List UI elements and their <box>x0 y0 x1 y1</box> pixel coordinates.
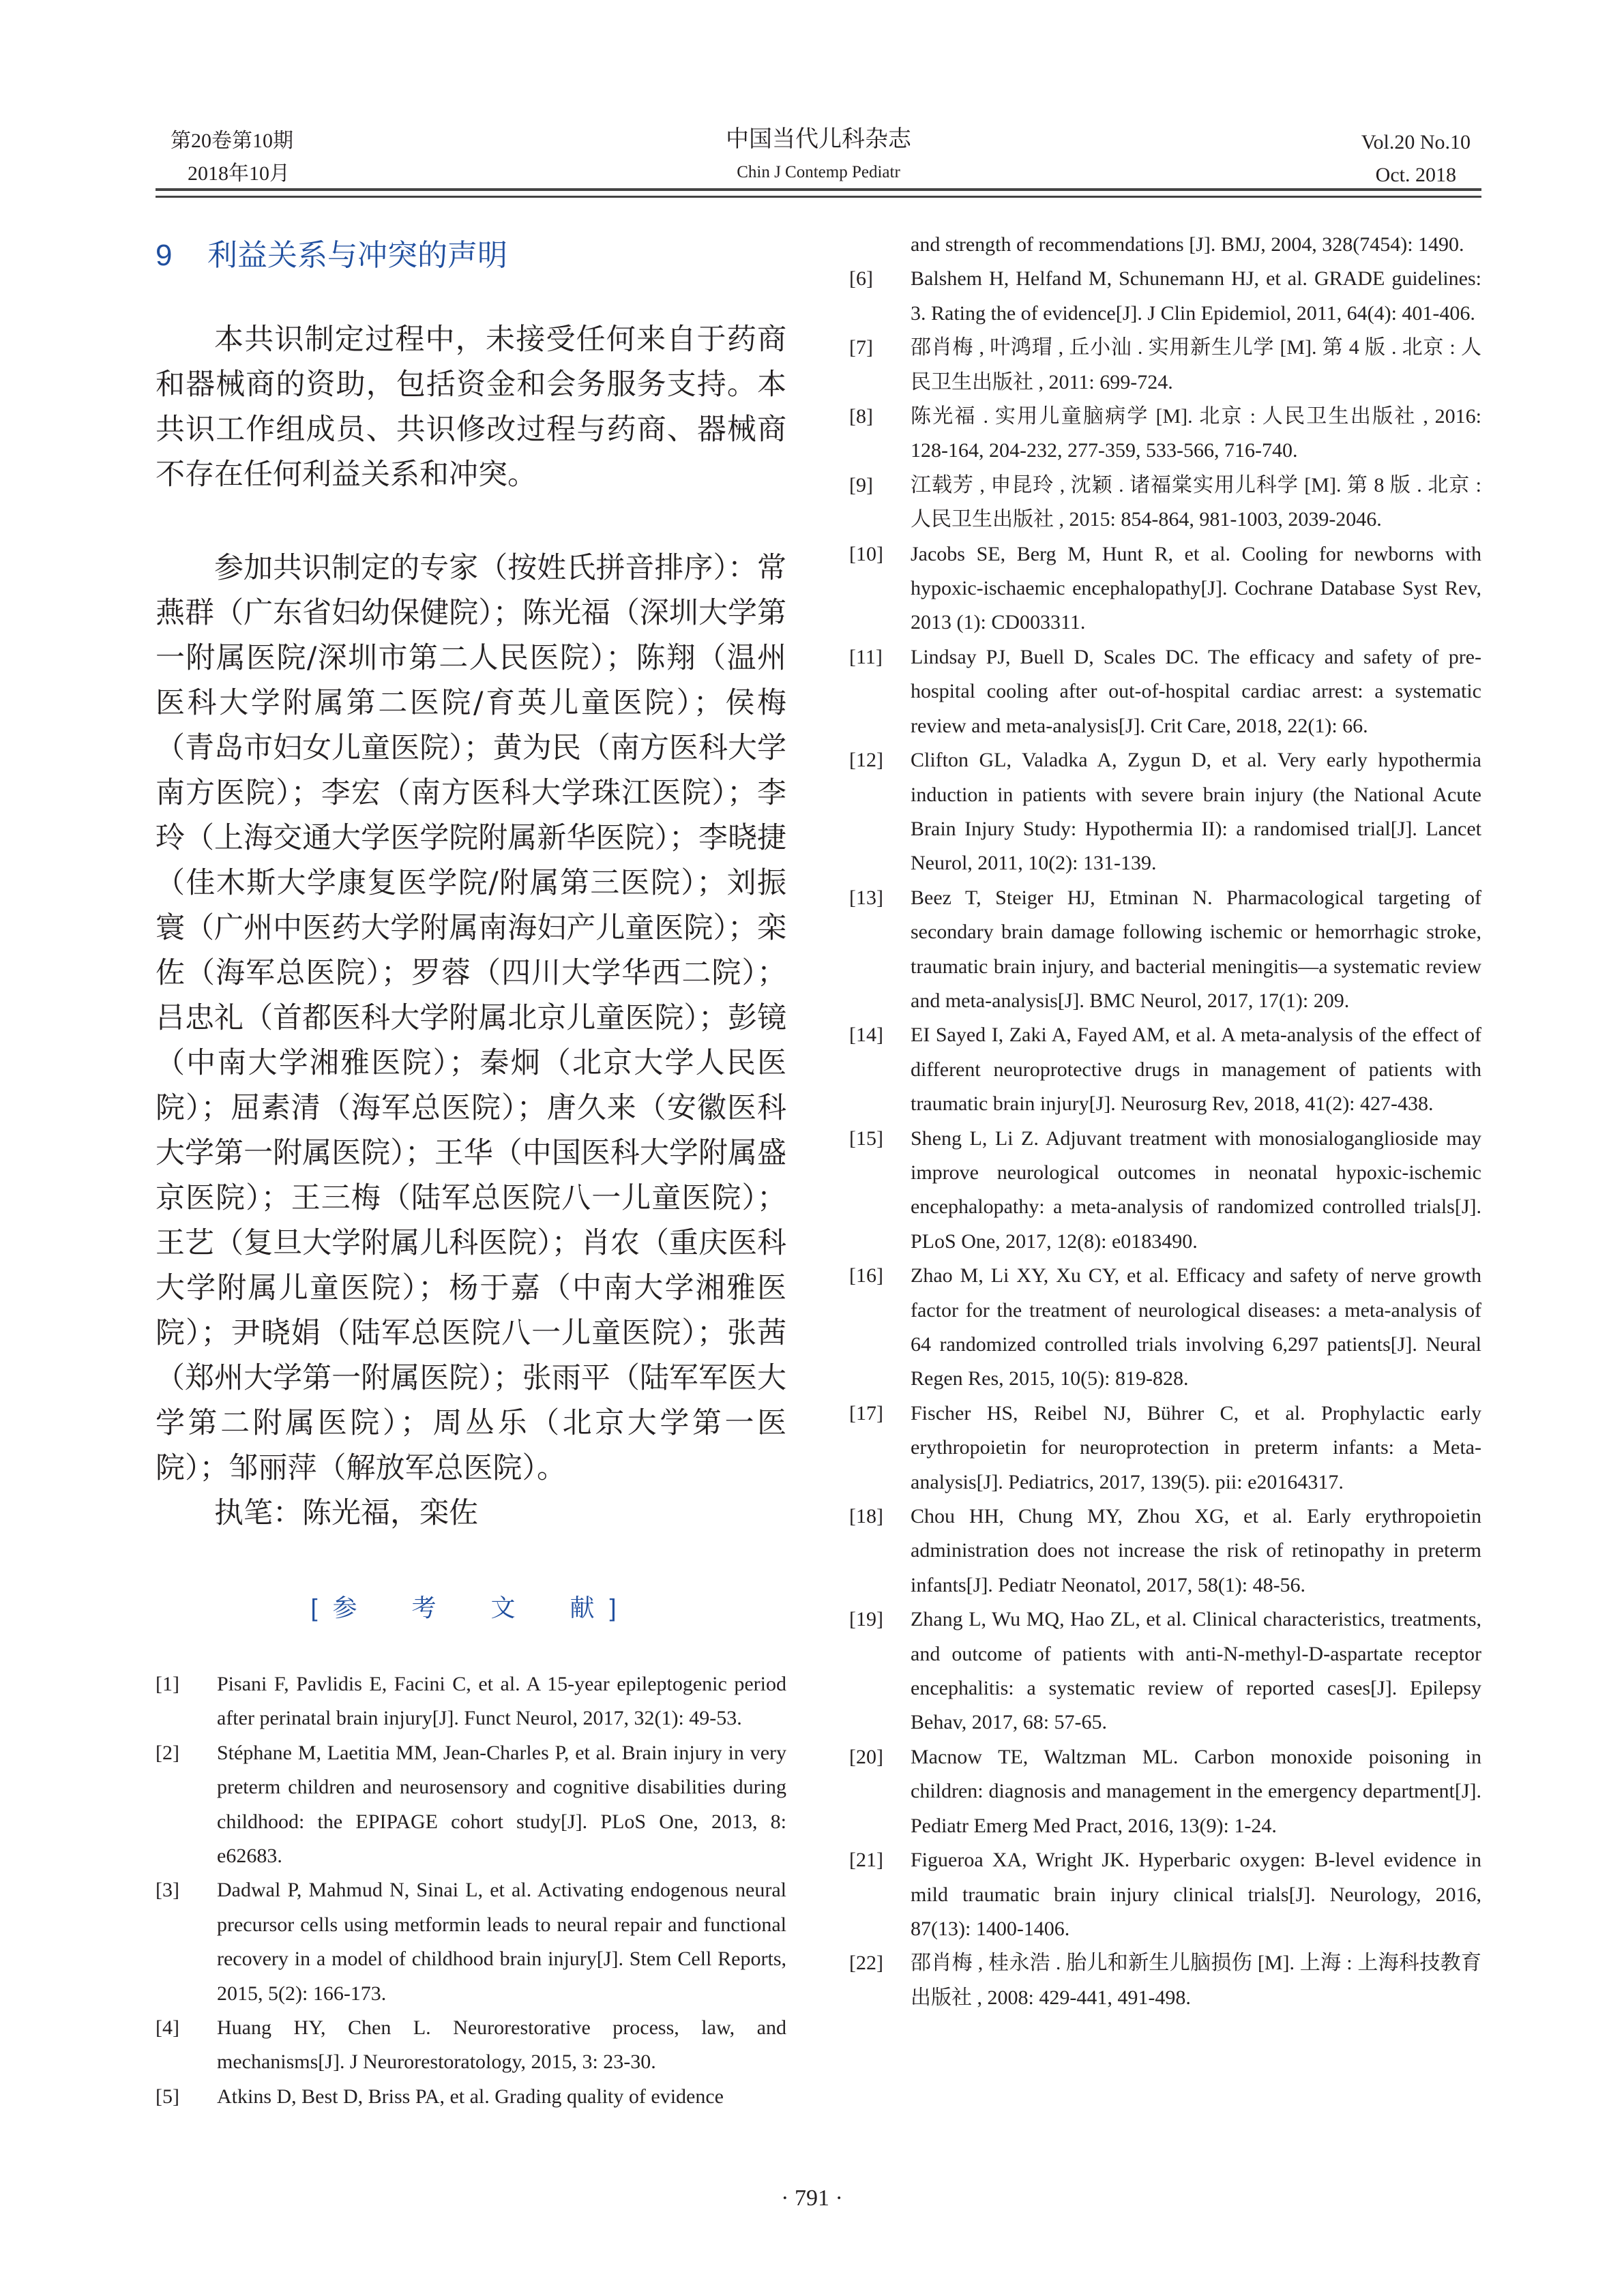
conflict-statement <box>156 317 786 497</box>
reference-item <box>849 743 1481 881</box>
reference-item <box>849 1946 1481 2015</box>
reference-number: [5] <box>156 2085 179 2108</box>
reference-text: 邵肖梅 , 叶鸿瑁 , 丘小汕 . 实用新生儿学 [M]. 第 4 版 . 北京 : 人民卫生出版社 , 2011: 699-724. <box>911 336 1481 393</box>
page-number: · 791 · <box>781 2186 843 2211</box>
experts-list <box>156 546 786 1536</box>
reference-item <box>849 1122 1481 1259</box>
reference-item <box>849 1259 1481 1397</box>
reference-number: [8] <box>849 405 873 428</box>
reference-text: 陈光福 . 实用儿童脑病学 [M]. 北京 : 人民卫生出版社 , 2016: 128-164, 204-232, 277-359, 533-566, 716-740. <box>911 405 1481 462</box>
reference-item <box>849 1740 1481 1843</box>
reference-text: EI Sayed I, Zaki A, Fayed AM, et al. A meta-analysis of the effect of different neuroprotective drugs in management of patients with traumatic brain injury[J]. Neurosurg Rev, 2018, 41(2): 427-438. <box>911 1024 1481 1116</box>
reference-number: [12] <box>849 749 883 772</box>
reference-item <box>849 1500 1481 1602</box>
reference-text: Huang HY, Chen L. Neurorestorative process, law, and mechanisms[J]. J Neurorestoratology, 2015, 3: 23-30. <box>217 2016 786 2074</box>
reference-item <box>156 2011 786 2080</box>
reference-number: [22] <box>849 1952 883 1975</box>
reference-text: 邵肖梅 , 桂永浩 . 胎儿和新生儿脑损伤 [M]. 上海 : 上海科技教育出版社 , 2008: 429-441, 491-498. <box>911 1952 1481 2009</box>
journal-title-en: Chin J Contemp Pediatr <box>737 163 900 181</box>
section-number: 9 <box>156 239 173 272</box>
reference-number: [4] <box>156 2016 179 2040</box>
reference-item <box>849 537 1481 640</box>
reference-number: [3] <box>156 1879 179 1902</box>
volume-issue-cn: 第20卷第10期 <box>171 130 293 152</box>
date-cn: 2018年10月 <box>188 162 290 185</box>
reference-item <box>849 1018 1481 1121</box>
reference-text: Balshem H, Helfand M, Schunemann HJ, et al. GRADE guidelines: 3. Rating the of evidence[J]. J Clin Epidemiol, 2011, 64(4): 401-406. <box>911 267 1481 325</box>
reference-number: [2] <box>156 1741 179 1764</box>
reference-item <box>849 262 1481 331</box>
writers-line: 执笔：陈光福，栾佐 <box>214 1496 478 1530</box>
reference-item <box>849 1397 1481 1500</box>
reference-number: [16] <box>849 1264 883 1287</box>
reference-text: Lindsay PJ, Buell D, Scales DC. The efficacy and safety of pre-hospital cooling after out-of-hospital cardiac arrest: a systematic review and meta-analysis[J]. Crit Care, 2018, 22(1): 66. <box>911 645 1481 737</box>
reference-number: [9] <box>849 473 873 496</box>
reference-number: [7] <box>849 336 873 359</box>
reference-text: Jacobs SE, Berg M, Hunt R, et al. Cooling for newborns with hypoxic-ischaemic encephalopathy[J]. Cochrane Database Syst Rev, 2013 (1): CD003311. <box>911 542 1481 634</box>
reference-item <box>156 1873 786 2011</box>
reference-number: [17] <box>849 1401 883 1425</box>
reference-item <box>849 400 1481 468</box>
reference-item <box>849 1843 1481 1946</box>
reference-text: and strength of recommendations [J]. BMJ, 2004, 328(7454): 1490. <box>911 233 1464 256</box>
reference-text: Atkins D, Best D, Briss PA, et al. Grading quality of evidence <box>217 2085 724 2108</box>
reference-text: Pisani F, Pavlidis E, Facini C, et al. A 15-year epileptogenic period after perinatal brain injury[J]. Funct Neurol, 2017, 32(1): 49-53. <box>217 1673 786 1730</box>
reference-text: Sheng L, Li Z. Adjuvant treatment with monosialoganglioside may improve neurological outcomes in neonatal hypoxic-ischemic encephalopathy: a meta-analysis of randomized controlled trials[J]. PLoS One, 2017, 12(8): e0183490. <box>911 1127 1481 1253</box>
volume-issue-en: Vol.20 No.10 <box>1361 131 1471 153</box>
header-rule-bottom <box>156 196 1481 198</box>
header-rule-top <box>156 188 1481 191</box>
reference-number: [6] <box>849 267 873 290</box>
section-heading <box>156 230 507 274</box>
reference-item <box>849 881 1481 1019</box>
reference-number: [19] <box>849 1608 883 1631</box>
section-title: 利益关系与冲突的声明 <box>207 239 507 272</box>
reference-item <box>849 331 1481 400</box>
reference-number: [18] <box>849 1505 883 1528</box>
reference-number: [15] <box>849 1127 883 1150</box>
reference-text: Chou HH, Chung MY, Zhou XG, et al. Early erythropoietin administration does not increase the risk of retinopathy in preterm infants[J]. Pediatr Neonatol, 2017, 58(1): 48-56. <box>911 1505 1481 1596</box>
reference-text: Macnow TE, Waltzman ML. Carbon monoxide poisoning in children: diagnosis and management in the emergency department[J]. Pediatr Emerg Med Pract, 2016, 13(9): 1-24. <box>911 1745 1481 1837</box>
reference-item <box>156 1667 786 1736</box>
reference-item <box>156 2080 786 2114</box>
journal-title-cn: 中国当代儿科杂志 <box>726 127 911 152</box>
reference-text: Dadwal P, Mahmud N, Sinai L, et al. Activating endogenous neural precursor cells using metformin leads to neural repair and functional recovery in a model of childhood brain injury[J]. Stem Cell Reports, 2015, 5(2): 166-173. <box>217 1879 786 2005</box>
reference-number: [20] <box>849 1745 883 1768</box>
reference-text: Zhang L, Wu MQ, Hao ZL, et al. Clinical characteristics, treatments, and outcome of patients with anti-N-methyl-D-aspartate receptor encephalitis: a systematic review of reported cases[J]. Epilepsy Behav, 2017, 68: 57-65. <box>911 1608 1481 1734</box>
reference-item <box>156 1736 786 1874</box>
paragraph: 本共识制定过程中，未接受任何来自于药商和器械商的资助，包括资金和会务服务支持。本共识工作组成员、共识修改过程与药商、器械商不存在任何利益关系和冲突。 <box>156 323 786 492</box>
references-right-column <box>849 228 1481 2015</box>
reference-text: Fischer HS, Reibel NJ, Bührer C, et al. Prophylactic early erythropoietin for neuroprotection in preterm infants: a Meta-analysis[J]. Pediatrics, 2017, 139(5). pii: e20164317. <box>911 1401 1481 1493</box>
reference-item <box>849 228 1481 262</box>
date-en: Oct. 2018 <box>1375 164 1456 186</box>
reference-text: Figueroa XA, Wright JK. Hyperbaric oxygen: B-level evidence in mild traumatic brain injury clinical trials[J]. Neurology, 2016, 87(13): 1400-1406. <box>911 1849 1481 1940</box>
reference-text: Zhao M, Li XY, Xu CY, et al. Efficacy and safety of nerve growth factor for the treatment of neurological diseases: a meta-analysis of 64 randomized controlled trials involving 6,297 patients[J]. Neural Regen Res, 2015, 10(5): 819-828. <box>911 1264 1481 1390</box>
reference-text: Clifton GL, Valadka A, Zygun D, et al. Very early hypothermia induction in patients with severe brain injury (the National Acute Brain Injury Study: Hypothermia II): a randomised trial[J]. Lancet Neurol, 2011, 10(2): 131-139. <box>911 749 1481 875</box>
reference-text: 江载芳 , 申昆玲 , 沈颖 . 诸福棠实用儿科学 [M]. 第 8 版 . 北京 : 人民卫生出版社 , 2015: 854-864, 981-1003, 2039-2046. <box>911 473 1481 531</box>
reference-number: [1] <box>156 1673 179 1695</box>
paragraph: 参加共识制定的专家（按姓氏拼音排序）：常燕群（广东省妇幼保健院）；陈光福（深圳大学第一附属医院/深圳市第二人民医院）；陈翔（温州医科大学附属第二医院/育英儿童医院）；侯梅（青岛市妇女儿童医院）；黄为民（南方医科大学南方医院）；李宏（南方医科大学珠江医院）；李玲（上海交通大学医学院附属新华医院）；李晓捷（佳木斯大学康复医学院/附属第三医院）；刘振寰（广州中医药大学附属南海妇产儿童医院）；栾佐（海军总医院）；罗蓉（四川大学华西二院）；吕忠礼（首都医科大学附属北京儿童医院）；彭镜（中南大学湘雅医院）；秦炯（北京大学人民医院）；屈素清（海军总医院）；唐久来（安徽医科大学第一附属医院）；王华（中国医科大学附属盛京医院）；王三梅（陆军总医院八一儿童医院）；王艺（复旦大学附属儿科医院）；肖农（重庆医科大学附属儿童医院）；杨于嘉（中南大学湘雅医院）；尹晓娟（陆军总医院八一儿童医院）；张茜（郑州大学第一附属医院）；张雨平（陆军军医大学第二附属医院）；周丛乐（北京大学第一医院）；邹丽萍（解放军总医院）。 <box>156 551 786 1485</box>
reference-number: [11] <box>849 645 883 668</box>
reference-number: [21] <box>849 1849 883 1872</box>
reference-number: [14] <box>849 1024 883 1047</box>
reference-number: [13] <box>849 886 883 909</box>
reference-item <box>849 468 1481 537</box>
reference-text: Beez T, Steiger HJ, Etminan N. Pharmacological targeting of secondary brain damage following ischemic or hemorrhagic stroke, traumatic brain injury, and bacterial meningitis—a systematic review and meta-analysis[J]. BMC Neurol, 2017, 17(1): 209. <box>911 886 1481 1012</box>
references-heading: [参 考 文 献] <box>310 1594 632 1622</box>
reference-number: [10] <box>849 542 883 565</box>
reference-item <box>849 640 1481 743</box>
reference-item <box>849 1602 1481 1740</box>
references-left-column <box>156 1667 786 2114</box>
reference-text: Stéphane M, Laetitia MM, Jean-Charles P, et al. Brain injury in very preterm children and neurosensory and cognitive disabilities during childhood: the EPIPAGE cohort study[J]. PLoS One, 2013, 8: e62683. <box>217 1741 786 1868</box>
